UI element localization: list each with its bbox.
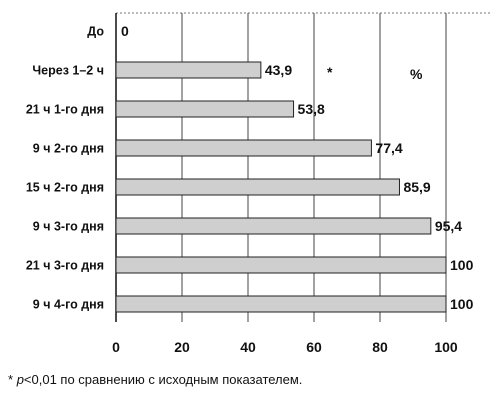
value-label: 53,8 bbox=[297, 101, 325, 117]
value-label: 77,4 bbox=[375, 140, 403, 156]
bar bbox=[116, 140, 371, 156]
x-tick-label: 0 bbox=[112, 339, 120, 355]
category-label: 15 ч 2-го дня bbox=[25, 180, 104, 195]
bars bbox=[116, 62, 446, 312]
value-label: 0 bbox=[121, 23, 129, 39]
bar bbox=[116, 296, 446, 312]
x-tick-label: 80 bbox=[372, 339, 388, 355]
category-label: 9 ч 3-го дня bbox=[32, 219, 104, 234]
bar bbox=[116, 257, 446, 273]
value-label: 43,9 bbox=[264, 62, 293, 78]
footnote-text: <0,01 по сравнению с исходным показателем. bbox=[23, 372, 303, 387]
value-label: 100 bbox=[450, 257, 474, 273]
footnote-star: * bbox=[8, 372, 14, 387]
category-label: 9 ч 4-го дня bbox=[32, 297, 104, 312]
category-label: Через 1–2 ч bbox=[32, 63, 104, 78]
bar bbox=[116, 218, 431, 234]
footnote-p: p bbox=[16, 372, 24, 387]
unit-label: % bbox=[410, 66, 423, 82]
value-label: 85,9 bbox=[403, 179, 431, 195]
category-label: 21 ч 1-го дня bbox=[25, 102, 104, 117]
bar bbox=[116, 62, 261, 78]
x-tick-label: 100 bbox=[434, 339, 458, 355]
value-label: 100 bbox=[450, 296, 474, 312]
footnote bbox=[8, 372, 302, 387]
x-tick-labels bbox=[112, 339, 458, 355]
gridlines bbox=[116, 13, 490, 322]
bar bbox=[116, 101, 294, 117]
category-labels bbox=[26, 25, 105, 312]
x-tick-label: 40 bbox=[240, 339, 256, 355]
significance-marker: * bbox=[327, 64, 333, 80]
x-tick-label: 60 bbox=[306, 339, 322, 355]
x-tick-label: 20 bbox=[174, 339, 190, 355]
bar bbox=[116, 179, 399, 195]
category-label: 9 ч 2-го дня bbox=[32, 141, 104, 156]
category-label: До bbox=[87, 24, 104, 39]
value-label: 95,4 bbox=[434, 218, 463, 234]
category-label: 21 ч 3-го дня bbox=[25, 258, 104, 273]
